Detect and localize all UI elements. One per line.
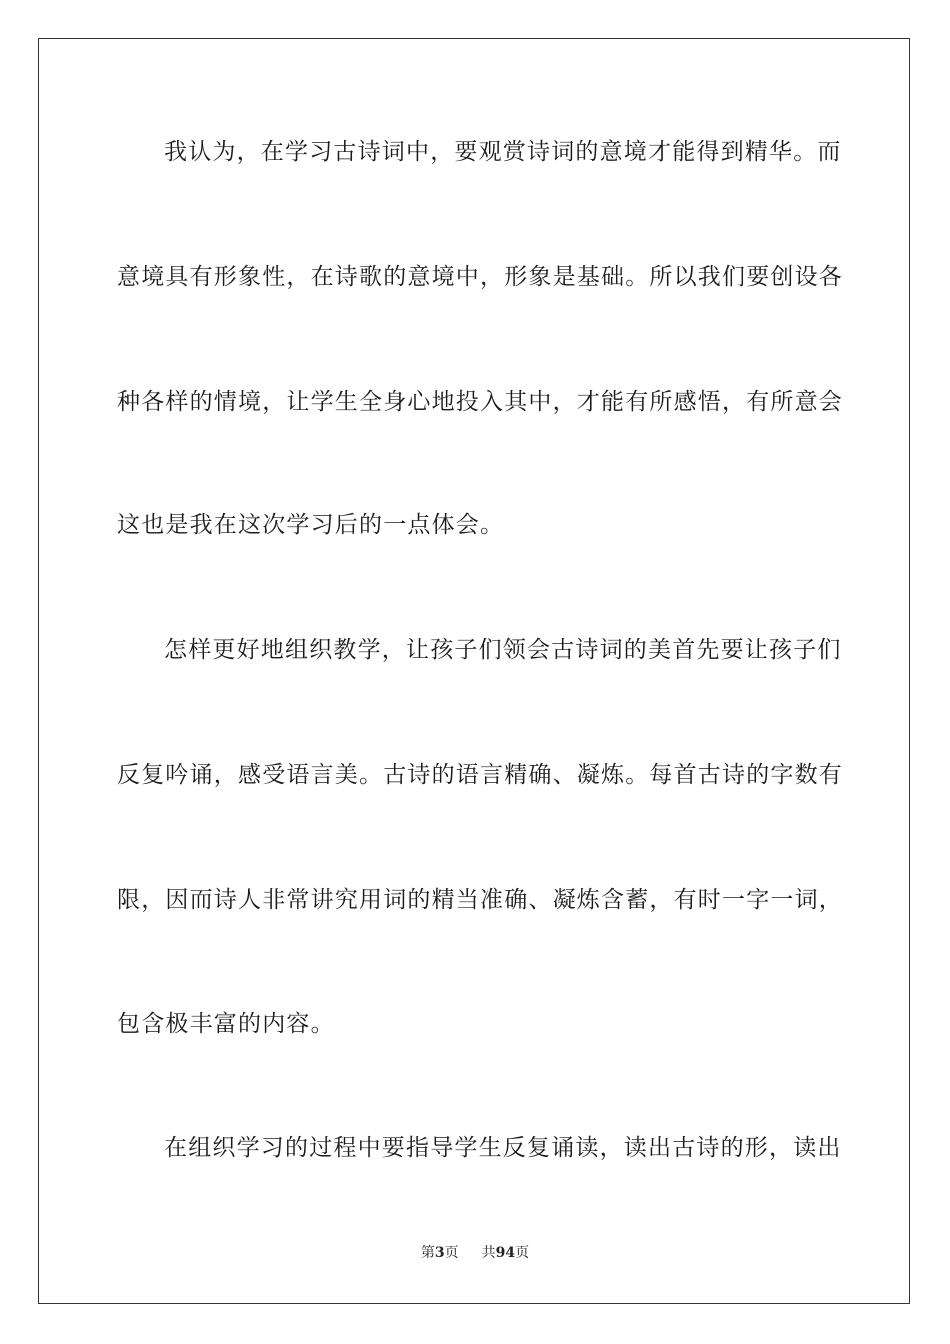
text-line: 意境具有形象性，在诗歌的意境中，形象是基础。所以我们要创设各 (117, 264, 843, 290)
text-line: 在组织学习的过程中要指导学生反复诵读，读出古诗的形，读出 (164, 1135, 842, 1161)
page-footer (0, 1243, 950, 1263)
text-line: 种各样的情境，让学生全身心地投入其中，才能有所感悟，有所意会 (117, 389, 843, 415)
text-line: 这也是我在这次学习后的一点体会。 (117, 512, 505, 538)
total-prefix: 共 (481, 1245, 496, 1261)
page-prefix: 第 (420, 1245, 435, 1261)
total-pages: 94 (495, 1245, 516, 1261)
page-border (38, 38, 910, 1304)
text-line: 我认为，在学习古诗词中，要观赏诗词的意境才能得到精华。而 (164, 139, 842, 165)
text-line: 限，因而诗人非常讲究用词的精当准确、凝炼含蓄，有时一字一词， (117, 887, 843, 913)
page-suffix: 页 (444, 1245, 459, 1261)
text-line: 怎样更好地组织教学，让孩子们领会古诗词的美首先要让孩子们 (164, 637, 842, 663)
total-suffix: 页 (515, 1245, 530, 1261)
text-line: 包含极丰富的内容。 (117, 1011, 335, 1037)
page-number: 3 (434, 1245, 445, 1261)
text-line: 反复吟诵，感受语言美。古诗的语言精确、凝炼。每首古诗的字数有 (117, 762, 843, 788)
